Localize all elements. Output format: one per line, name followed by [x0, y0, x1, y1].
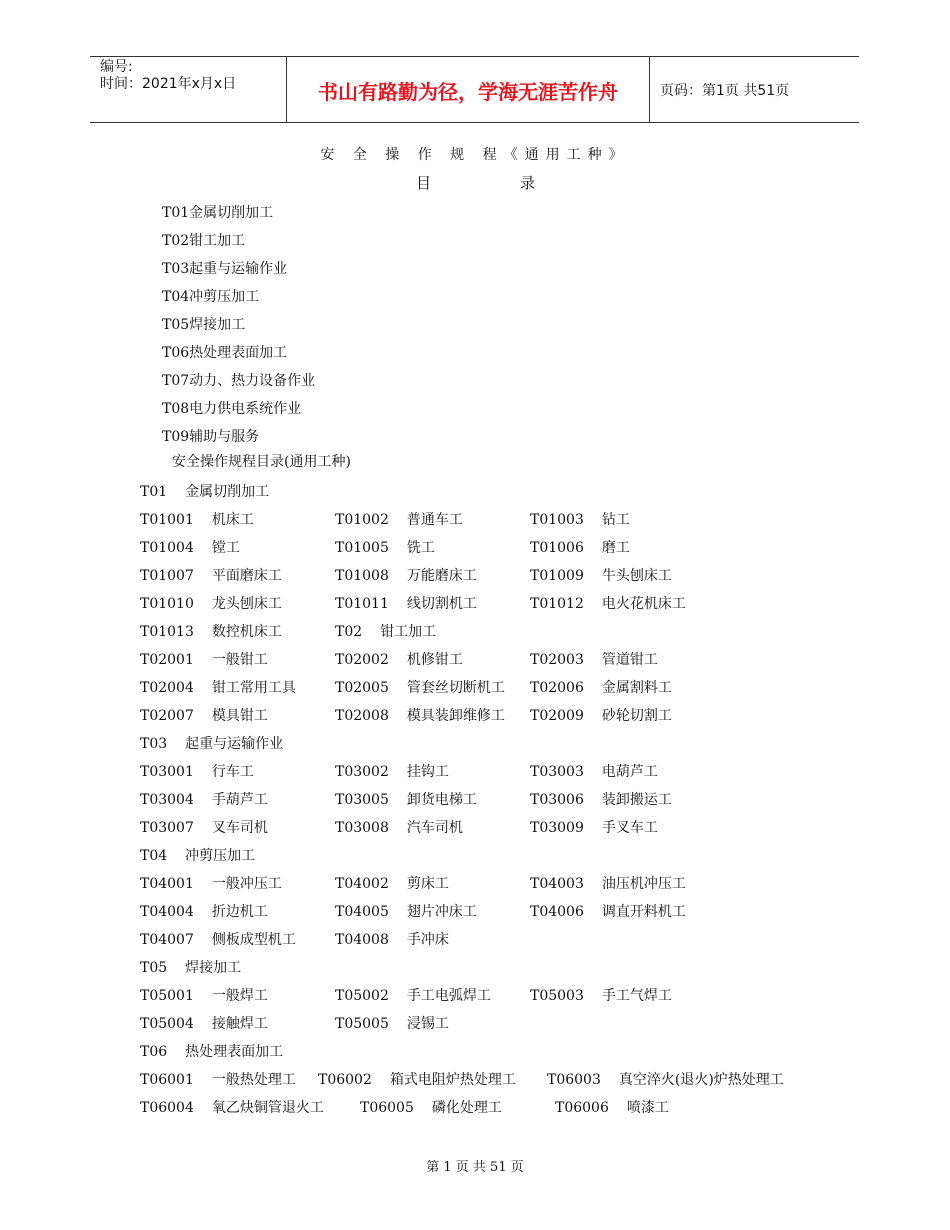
catalogue-entry [140, 646, 268, 674]
section-heading [140, 954, 283, 982]
entry-code: T06001 [140, 1072, 194, 1088]
entry-code: T05003 [530, 988, 584, 1004]
section-heading [140, 478, 283, 506]
entry-code: T01002 [335, 512, 389, 528]
entry-code: T03008 [335, 820, 389, 836]
catalogue-row [140, 786, 672, 814]
catalogue-entry [140, 898, 268, 926]
entry-code: T06005 [360, 1100, 414, 1116]
catalogue-row [140, 814, 658, 842]
catalogue-row [140, 674, 672, 702]
entry-code: T06004 [140, 1100, 194, 1116]
catalogue-entry [335, 926, 449, 954]
entry-name: 钳工加工 [380, 624, 437, 640]
page-footer: 第 1 页 共 51 页 [426, 1160, 524, 1175]
entry-code: T01010 [140, 596, 194, 612]
catalogue-entry [335, 870, 449, 898]
section-heading [140, 842, 283, 870]
section-name: 金属切削加工 [185, 484, 270, 500]
toc-item: T05焊接加工 [162, 317, 246, 333]
catalogue-row [140, 870, 686, 898]
toc-item: T08电力供电系统作业 [162, 401, 302, 417]
entry-code: T03005 [335, 792, 389, 808]
entry-name: 普通车工 [406, 512, 463, 528]
entry-name: 一般热处理工 [211, 1072, 296, 1088]
toc-item: T03起重与运输作业 [162, 261, 288, 277]
catalogue-row [140, 982, 672, 1010]
catalogue-entry [140, 982, 268, 1010]
catalogue-entry [335, 562, 477, 590]
entry-name: 电火花机床工 [601, 596, 686, 612]
catalogue-entry [530, 590, 686, 618]
catalogue-entry [335, 674, 505, 702]
entry-code: T01006 [530, 540, 584, 556]
entry-code: T04001 [140, 876, 194, 892]
section-name: 热处理表面加工 [185, 1044, 284, 1060]
entry-name: 手葫芦工 [211, 792, 268, 808]
entry-code: T01013 [140, 624, 194, 640]
entry-name: 磷化处理工 [431, 1100, 502, 1116]
entry-name: 钳工常用工具 [211, 680, 296, 696]
catalogue-entry [335, 1010, 449, 1038]
catalogue-entry [140, 702, 268, 730]
entry-code: T01001 [140, 512, 194, 528]
entry-name: 侧板成型机工 [211, 932, 296, 948]
catalogue-entry [530, 702, 672, 730]
entry-code: T03006 [530, 792, 584, 808]
entry-code: T03004 [140, 792, 194, 808]
entry-name: 手冲床 [406, 932, 449, 948]
entry-code: T02 [335, 624, 363, 640]
catalogue-entry [140, 1066, 296, 1094]
entry-code: T02002 [335, 652, 389, 668]
section-code: T05 [140, 960, 168, 976]
toc-item: T01金属切削加工 [162, 205, 274, 221]
entry-code: T04003 [530, 876, 584, 892]
catalogue-entry [530, 674, 672, 702]
entry-name: 翅片冲床工 [406, 904, 477, 920]
entry-code: T01011 [335, 596, 389, 612]
catalogue-row [140, 646, 658, 674]
document-title: 安 全 操 作 规 程《通用工种》 [320, 147, 630, 163]
entry-name: 汽车司机 [406, 820, 463, 836]
section-name: 焊接加工 [185, 960, 242, 976]
entry-name: 一般焊工 [211, 988, 268, 1004]
catalogue-entry [547, 1066, 784, 1094]
toc-item: T04冲剪压加工 [162, 289, 260, 305]
catalogue-entry [140, 758, 254, 786]
entry-name: 真空淬火(退火)炉热处理工 [618, 1072, 784, 1088]
entry-name: 牛头刨床工 [601, 568, 672, 584]
header-divider-right [649, 57, 650, 122]
entry-name: 管套丝切断机工 [406, 680, 505, 696]
entry-code: T04008 [335, 932, 389, 948]
catalogue-row [140, 898, 686, 926]
entry-name: 铣工 [406, 540, 435, 556]
entry-name: 机床工 [211, 512, 254, 528]
catalogue-row [140, 926, 449, 954]
time-label: 时间：2021年x月x日 [100, 76, 237, 92]
catalogue-entry [530, 758, 658, 786]
catalogue-row [140, 1066, 784, 1094]
header-bottom-rule [90, 122, 859, 123]
catalogue-entry [140, 786, 268, 814]
catalogue-entry [530, 982, 672, 1010]
catalogue-row [140, 590, 686, 618]
entry-code: T04007 [140, 932, 194, 948]
entry-name: 龙头刨床工 [211, 596, 282, 612]
entry-code: T02006 [530, 680, 584, 696]
entry-name: 数控机床工 [211, 624, 282, 640]
entry-name: 砂轮切割工 [601, 708, 672, 724]
entry-name: 行车工 [211, 764, 254, 780]
entry-code: T01005 [335, 540, 389, 556]
entry-code: T03002 [335, 764, 389, 780]
catalogue-entry [140, 506, 254, 534]
entry-name: 模具装卸维修工 [406, 708, 505, 724]
entry-name: 手工气焊工 [601, 988, 672, 1004]
entry-code: T03001 [140, 764, 194, 780]
catalogue-entry [335, 590, 477, 618]
header-page-label: 页码：第1页 共51页 [660, 83, 790, 99]
section-code: T04 [140, 848, 168, 864]
entry-code: T04005 [335, 904, 389, 920]
catalogue-row [140, 702, 672, 730]
catalogue-row [140, 506, 630, 534]
entry-name: 磨工 [601, 540, 630, 556]
entry-name: 调直开料机工 [601, 904, 686, 920]
header-motto: 书山有路勤为径，学海无涯苦作舟 [318, 80, 618, 104]
entry-name: 剪床工 [406, 876, 449, 892]
serial-label: 编号: [100, 59, 133, 75]
catalogue-entry [140, 1094, 324, 1122]
entry-code: T02005 [335, 680, 389, 696]
entry-code: T04004 [140, 904, 194, 920]
entry-code: T05005 [335, 1016, 389, 1032]
entry-name: 机修钳工 [406, 652, 463, 668]
entry-code: T06002 [318, 1072, 372, 1088]
catalogue-entry [140, 562, 282, 590]
catalogue-entry [335, 758, 449, 786]
catalogue-entry [318, 1066, 516, 1094]
catalogue-entry [335, 786, 477, 814]
catalogue-entry [335, 702, 505, 730]
entry-name: 折边机工 [211, 904, 268, 920]
entry-name: 手叉车工 [601, 820, 658, 836]
catalogue [140, 478, 784, 1122]
entry-code: T05001 [140, 988, 194, 1004]
entry-name: 平面磨床工 [211, 568, 282, 584]
entry-name: 电葫芦工 [601, 764, 658, 780]
entry-code: T01003 [530, 512, 584, 528]
header-divider-left [286, 57, 287, 122]
catalogue-entry [140, 590, 282, 618]
header-top-rule [90, 56, 859, 57]
entry-name: 管道钳工 [601, 652, 658, 668]
entry-name: 手工电弧焊工 [406, 988, 491, 1004]
entry-name: 一般钳工 [211, 652, 268, 668]
catalogue-entry [530, 898, 686, 926]
catalogue-entry [530, 870, 686, 898]
catalogue-entry [335, 814, 463, 842]
entry-code: T03007 [140, 820, 194, 836]
section-name: 起重与运输作业 [185, 736, 284, 752]
catalogue-entry [335, 618, 436, 646]
entry-code: T02008 [335, 708, 389, 724]
catalogue-row [140, 1094, 669, 1122]
catalogue-entry [335, 898, 477, 926]
catalogue-row [140, 758, 658, 786]
entry-code: T04002 [335, 876, 389, 892]
entry-name: 浸锡工 [406, 1016, 449, 1032]
entry-name: 油压机冲压工 [601, 876, 686, 892]
list-heading: 安全操作规程目录(通用工种) [172, 454, 351, 470]
catalogue-entry [530, 562, 672, 590]
toc-item: T09辅助与服务 [162, 429, 260, 445]
catalogue-entry [555, 1094, 669, 1122]
entry-code: T06006 [555, 1100, 609, 1116]
entry-name: 箱式电阻炉热处理工 [389, 1072, 516, 1088]
entry-name: 叉车司机 [211, 820, 268, 836]
section-heading [140, 730, 283, 758]
toc-item: T07动力、热力设备作业 [162, 373, 316, 389]
entry-name: 卸货电梯工 [406, 792, 477, 808]
entry-name: 万能磨床工 [406, 568, 477, 584]
toc-list [162, 199, 315, 451]
catalogue-entry [530, 814, 658, 842]
entry-name: 一般冲压工 [211, 876, 282, 892]
entry-name: 装卸搬运工 [601, 792, 672, 808]
entry-code: T05004 [140, 1016, 194, 1032]
entry-code: T04006 [530, 904, 584, 920]
entry-name: 接触焊工 [211, 1016, 268, 1032]
section-code: T01 [140, 484, 168, 500]
toc-item: T02钳工加工 [162, 233, 246, 249]
catalogue-row [140, 1010, 449, 1038]
entry-code: T02001 [140, 652, 194, 668]
catalogue-row [140, 562, 672, 590]
catalogue-entry [140, 1010, 268, 1038]
entry-code: T01012 [530, 596, 584, 612]
entry-code: T06003 [547, 1072, 601, 1088]
entry-code: T01009 [530, 568, 584, 584]
catalogue-entry [530, 534, 630, 562]
catalogue-entry [335, 534, 435, 562]
catalogue-entry [335, 646, 463, 674]
header-meta [100, 59, 236, 93]
catalogue-entry [530, 786, 672, 814]
entry-name: 钻工 [601, 512, 630, 528]
catalogue-entry [360, 1094, 502, 1122]
catalogue-entry [140, 926, 296, 954]
entry-code: T01007 [140, 568, 194, 584]
entry-code: T03009 [530, 820, 584, 836]
entry-name: 氧乙炔铜管退火工 [211, 1100, 324, 1116]
entry-code: T02007 [140, 708, 194, 724]
catalogue-entry [140, 674, 296, 702]
entry-code: T05002 [335, 988, 389, 1004]
catalogue-entry [335, 982, 491, 1010]
entry-code: T02009 [530, 708, 584, 724]
entry-name: 挂钩工 [406, 764, 449, 780]
entry-code: T01004 [140, 540, 194, 556]
toc-item: T06热处理表面加工 [162, 345, 288, 361]
catalogue-entry [530, 646, 658, 674]
entry-code: T01008 [335, 568, 389, 584]
catalogue-entry [140, 870, 282, 898]
entry-code: T03003 [530, 764, 584, 780]
catalogue-entry [140, 534, 240, 562]
entry-code: T02004 [140, 680, 194, 696]
subtitle-right: 录 [520, 174, 536, 192]
section-heading [140, 1038, 283, 1066]
entry-name: 线切割机工 [406, 596, 477, 612]
section-code: T03 [140, 736, 168, 752]
catalogue-entry [140, 618, 282, 646]
entry-code: T02003 [530, 652, 584, 668]
section-code: T06 [140, 1044, 168, 1060]
entry-name: 模具钳工 [211, 708, 268, 724]
subtitle-left: 目 [416, 174, 432, 192]
entry-name: 金属割料工 [601, 680, 672, 696]
catalogue-row [140, 618, 437, 646]
entry-name: 喷漆工 [626, 1100, 669, 1116]
catalogue-row [140, 534, 630, 562]
catalogue-entry [335, 506, 463, 534]
entry-name: 镗工 [211, 540, 240, 556]
catalogue-entry [140, 814, 268, 842]
section-name: 冲剪压加工 [185, 848, 256, 864]
catalogue-entry [530, 506, 630, 534]
